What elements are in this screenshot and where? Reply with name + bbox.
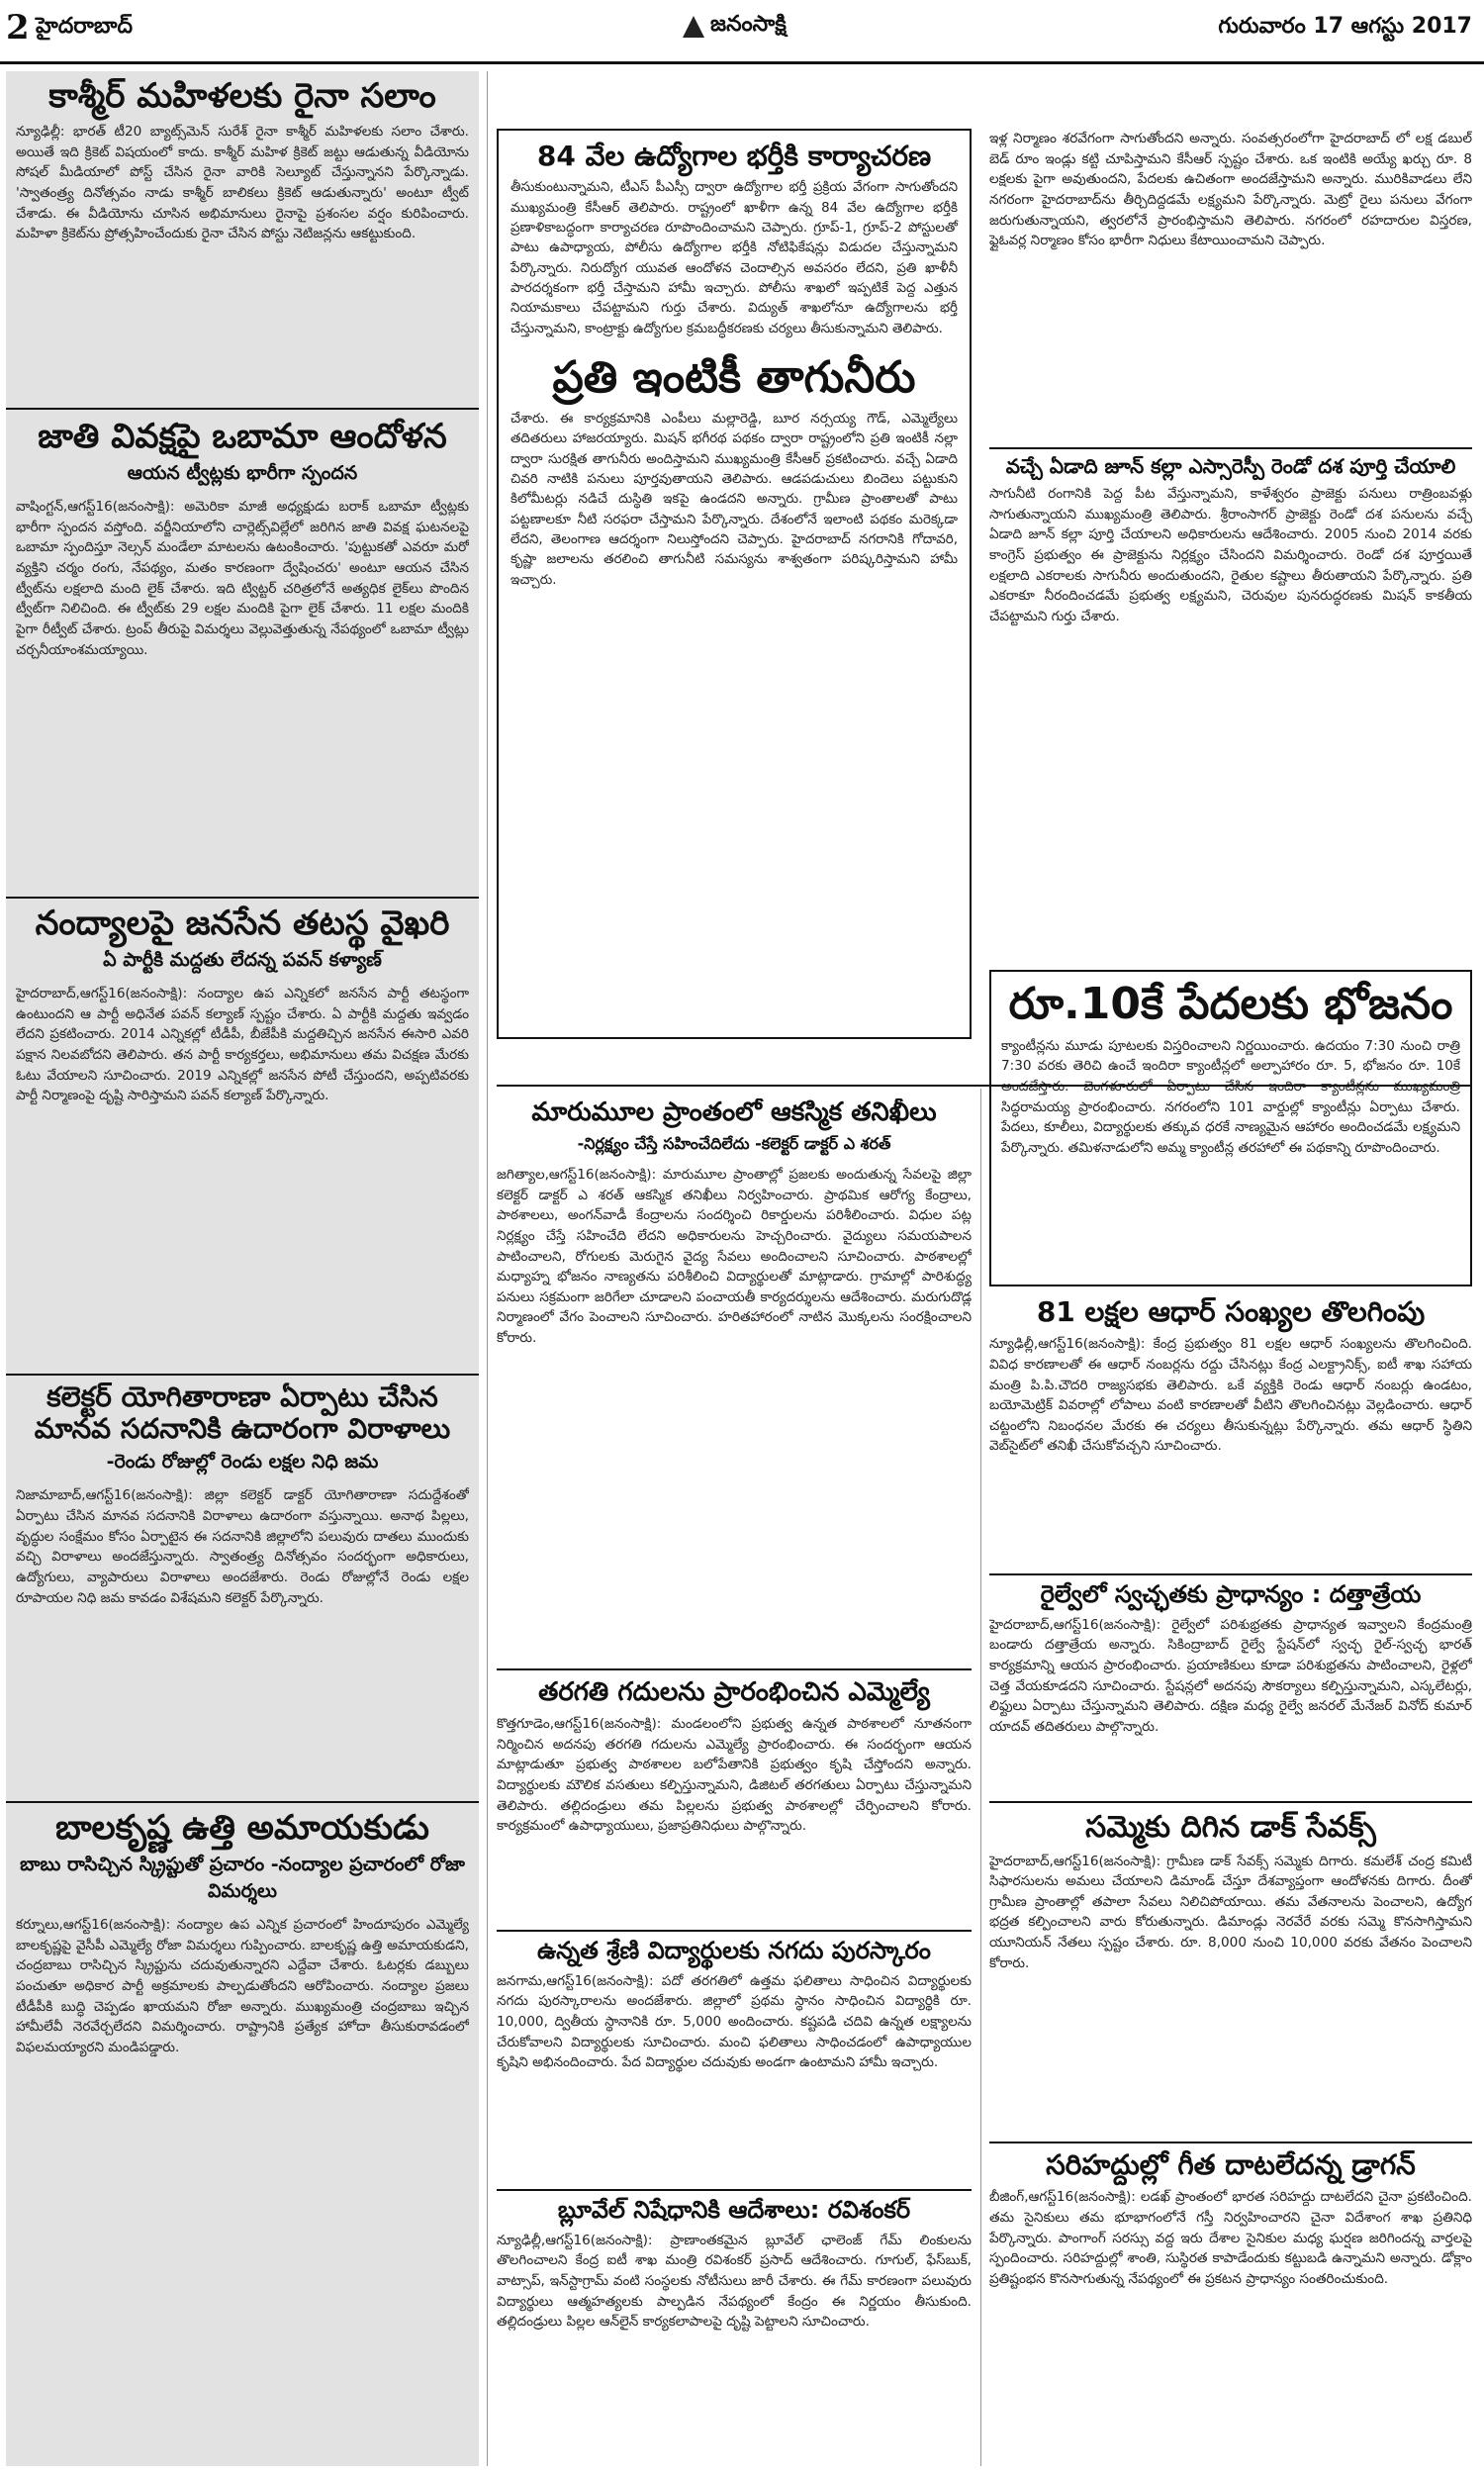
divider — [497, 1668, 972, 1670]
article-body: న్యూఢిల్లీ,ఆగస్ట్16(జనంసాక్షి): కేంద్ర ప్రభుత్వం 81 లక్షల ఆధార్ సంఖ్యలను తొలగించింది. వివిధ కారణాలతో ఈ ఆధార్ నంబర్లను రద్దు చేసినట్లు కేంద్ర ఎలక్ట్రానిక్స్, ఐటీ శాఖ సహాయ మంత్రి పి.పి.చౌదరి రాజ్యసభకు తెలిపారు. ఒకే వ్యక్తికి రెండు ఆధార్ నంబర్లు ఉండటం, బయోమెట్రిక్ వివరాల్లో లోపాలు వంటి కారణాలతో వీటిని తొలగించినట్లు వెల్లడించారు. ఆధార్ చట్టంలోని నిబంధనల మేరకు ఈ చర్యలు తీసుకున్నట్లు పేర్కొన్నారు. తమ ఆధార్ స్థితిని వెబ్‌సైట్‌లో తనిఖీ చేసుకోవచ్చని సూచించారు. — [989, 1336, 1472, 1455]
article-housing — [989, 129, 1472, 445]
logo-text: జనంసాక్షి — [710, 12, 787, 37]
article-students — [497, 1938, 972, 2185]
article-body: జగిత్యాల,ఆగస్ట్16(జనంసాక్షి): మారుమూల ప్రాంతాల్లో ప్రజలకు అందుతున్న సేవలపై జిల్లా కలెక్టర్ డాక్టర్ ఎ శరత్ ఆకస్మిక తనిఖీలు నిర్వహించారు. ప్రాథమిక ఆరోగ్య కేంద్రాలు, పాఠశాలలు, అంగన్‌వాడీ కేంద్రాలను సందర్శించి రికార్డులను పరిశీలించారు. విధుల పట్ల నిర్లక్ష్యం చేస్తే సహించేది లేదని అధికారులను హెచ్చరించారు. వైద్యులు సమయపాలన పాటించాలని, రోగులకు మెరుగైన వైద్య సేవలు అందించాలని సూచించారు. పాఠశాలల్లో మధ్యాహ్న భోజనం నాణ్యతను పరిశీలించి విద్యార్థులతో మాట్లాడారు. గ్రామాల్లో పారిశుద్ధ్య పనులు సక్రమంగా జరిగేలా చూడాలని పంచాయతీ కార్యదర్శులను ఆదేశించారు. మరుగుదొడ్ల నిర్మాణంలో వేగం పెంచాలని సూచించారు. హరితహారంలో నాటిన మొక్కలను సంరక్షించాలని కోరారు. — [497, 1166, 972, 1347]
article-body: న్యూఢిల్లీ: భారత్ టీ20 బ్యాట్స్‌మెన్ సురేశ్ రైనా కాశ్మీర్ మహిళలకు సలాం చేశారు. అయితే ఇది క్రికెట్ విషయంలో కాదు. కాశ్మీర్ మహిళ క్రికెట్ జట్టు ఆడుతున్న వీడియోను సోషల్ మీడియాలో పోస్ట్ చేసిన రైనా వారికి సెల్యూట్ చేస్తున్నానని పేర్కొన్నాడు. 'స్వాతంత్ర్య దినోత్సవం నాడు కాశ్మీర్ బాలికలు క్రికెట్ ఆడుతున్నారు' అంటూ ట్వీట్ చేశాడు. ఈ వీడియోను చూసిన అభిమానులు రైనాపై ప్రశంసల వర్షం కురిపించారు. మహిళా క్రికెట్‌ను ప్రోత్సహించేందుకు రైనా చేసిన పోస్టు నెటిజన్లను ఆకట్టుకుంది. — [16, 124, 469, 242]
divider — [989, 447, 1472, 449]
headline: 81 లక్షల ఆధార్ సంఖ్యల తొలగింపు — [1036, 1296, 1426, 1328]
article-kashmir — [16, 77, 469, 404]
issue-date: గురువారం 17 ఆగస్టు 2017 — [1218, 14, 1472, 39]
article-body: జనగామ,ఆగస్ట్16(జనంసాక్షి): పదో తరగతిలో ఉత్తమ ఫలితాలు సాధించిన విద్యార్థులకు నగదు పురస్కారాలను అందజేశారు. జిల్లాలో ప్రథమ స్థానం సాధించిన విద్యార్థికి రూ. 10,000, ద్వితీయ స్థానానికి రూ. 5,000 అందించారు. కష్టపడి చదివి ఉన్నత లక్ష్యాలను చేరుకోవాలని విద్యార్థులకు సూచించారు. మంచి ఫలితాలు సాధించడంలో ఉపాధ్యాయుల కృషిని అభినందించారు. పేద విద్యార్థుల చదువుకు అండగా ఉంటామని హామీ ఇచ్చారు. — [497, 1972, 972, 2071]
subheadline: -నిర్లక్ష్యం చేస్తే సహించేదిలేదు -కలెక్టర్ డాక్టర్ ఎ శరత్ — [577, 1133, 891, 1153]
headline: ప్రతి ఇంటికీ తాగునీరు — [552, 352, 916, 404]
headline: జాతి వివక్షపై ఒబామా ఆందోళన — [38, 418, 447, 456]
subheadline: ఏ పార్టీకి మద్దతు లేదన్న పవన్ కళ్యాణ్ — [103, 949, 382, 972]
headline: ఉన్నత శ్రేణి విద్యార్థులకు నగదు పురస్కారం — [537, 1938, 931, 1964]
article-jobs — [497, 129, 972, 1039]
article-body: చేశారు. ఈ కార్యక్రమానికి ఎంపీలు మల్లారెడ్డి, బూర నర్సయ్య గౌడ్, ఎమ్మెల్యేలు తదితరులు హాజరయ్యారు. మిషన్ భగీరథ పథకం ద్వారా రాష్ట్రంలోని ప్రతి ఇంటికీ నల్లా ద్వారా సురక్షిత తాగునీరు అందిస్తామని ముఖ్యమంత్రి కేసీఆర్ ప్రకటించారు. వచ్చే ఏడాది చివరి నాటికి పనులు పూర్తవుతాయని తెలిపారు. ఆడపడుచులు బిందెలు పట్టుకుని కిలోమీటర్లు నడిచే దుస్థితి ఇకపై ఉండదని అన్నారు. గ్రామీణ ప్రాంతాలతో పాటు పట్టణాలకూ నీటి సరఫరా చేస్తామని పేర్కొన్నారు. దేశంలోనే ఇలాంటి పథకం మరెక్కడా లేదని, తెలంగాణ ఆదర్శంగా నిలుస్తోందని చెప్పారు. హైదరాబాద్ నగరానికి గోదావరి, కృష్ణా జలాలను తరలించి తాగునీటి సమస్యను శాశ్వతంగా పరిష్కరిస్తామని హామీ ఇచ్చారు. — [510, 411, 958, 588]
divider — [6, 1801, 479, 1803]
subheadline: -రెండు రోజుల్లో రెండు లక్షల నిధి జమ — [106, 1451, 379, 1474]
headline: రైల్వేలో స్వచ్ఛతకు ప్రాధాన్యం : దత్తాత్రేయ — [1040, 1581, 1422, 1608]
article-collector-yogitharana — [16, 1381, 469, 1797]
column-rule — [487, 71, 488, 2466]
headline: సరిహద్దుల్లో గీత దాటలేదన్న డ్రాగన్ — [1046, 2149, 1416, 2181]
article-body: హైదరాబాద్,ఆగస్ట్16(జనంసాక్షి): రైల్వేలో పరిశుభ్రతకు ప్రాధాన్యత ఇవ్వాలని కేంద్రమంత్రి బండారు దత్తాత్రేయ అన్నారు. సికింద్రాబాద్ రైల్వే స్టేషన్‌లో స్వచ్ఛ రైల్-స్వచ్ఛ భారత్ కార్యక్రమాన్ని ఆయన ప్రారంభించారు. ప్రయాణికులు కూడా పరిశుభ్రతను పాటించాలని, రైళ్లలో చెత్త వేయకూడదని సూచించారు. స్టేషన్లలో అదనపు సౌకర్యాలు కల్పిస్తున్నామని, ఎస్కలేటర్లు, లిఫ్టులు ఏర్పాటు చేస్తున్నామని తెలిపారు. దక్షిణ మధ్య రైల్వే జనరల్ మేనేజర్ వినోద్ కుమార్ యాదవ్ తదితరులు పాల్గొన్నారు. — [989, 1616, 1472, 1735]
headline: బ్లూవేల్ నిషేధానికి ఆదేశాలు: రవిశంకర్ — [557, 2197, 911, 2224]
divider — [989, 2142, 1472, 2143]
edition-city: హైదరాబాద్ — [36, 14, 133, 39]
article-water — [510, 353, 958, 591]
article-obama — [16, 418, 469, 893]
divider — [6, 897, 479, 899]
divider — [989, 1801, 1472, 1803]
divider — [497, 1085, 1472, 1087]
divider — [6, 1374, 479, 1376]
article-body: బీజింగ్,ఆగస్ట్16(జనంసాక్షి): లడఖ్ ప్రాంతంలో భారత సరిహద్దు దాటలేదని చైనా ప్రకటించింది. తమ సైనికులు తమ భూభాగంలోనే గస్తీ నిర్వహించారని చైనా విదేశాంగ శాఖ ప్రతినిధి పేర్కొన్నారు. పాంగాంగ్ సరస్సు వద్ద ఇరు దేశాల సైనికుల మధ్య ఘర్షణ జరిగిందన్న వార్తలపై స్పందించారు. సరిహద్దుల్లో శాంతి, సుస్థిరత కాపాడేందుకు కట్టుబడి ఉన్నామని అన్నారు. డోక్లాం ప్రతిష్టంభన కొనసాగుతున్న నేపథ్యంలో ఈ ప్రకటన ప్రాధాన్యం సంతరించుకుంది. — [989, 2189, 1472, 2287]
newspaper-logo — [683, 12, 787, 42]
article-balakrishna — [16, 1809, 469, 2462]
article-bluewhale — [497, 2197, 972, 2464]
article-dragon — [989, 2149, 1472, 2466]
article-dak-sevaks — [989, 1811, 1472, 2138]
article-body: న్యూఢిల్లీ,ఆగస్ట్16(జనంసాక్షి): ప్రాణాంతకమైన బ్లూవేల్ ఛాలెంజ్ గేమ్ లింకులను తొలగించాలని కేంద్ర ఐటీ శాఖ మంత్రి రవిశంకర్ ప్రసాద్ ఆదేశించారు. గూగుల్, ఫేస్‌బుక్, వాట్సాప్, ఇన్‌స్టాగ్రామ్ వంటి సంస్థలకు నోటీసులు జారీ చేశారు. ఈ గేమ్ కారణంగా పలువురు విద్యార్థులు ఆత్మహత్యలకు పాల్పడిన నేపథ్యంలో కేంద్రం ఈ నిర్ణయం తీసుకుంది. తల్లిదండ్రులు పిల్లల ఆన్‌లైన్ కార్యకలాపాలపై దృష్టి పెట్టాలని సూచించారు. — [497, 2232, 972, 2331]
article-body: కర్నూలు,ఆగస్ట్16(జనంసాక్షి): నంద్యాల ఉప ఎన్నిక ప్రచారంలో హిందూపురం ఎమ్మెల్యే బాలకృష్ణపై వైసీపీ ఎమ్మెల్యే రోజా విమర్శలు గుప్పించారు. బాలకృష్ణ ఉత్తి అమాయకుడని, చంద్రబాబు రాసిచ్చిన స్క్రిప్టును చదువుతున్నారని ఎద్దేవా చేశారు. ఓటర్లకు డబ్బులు పంచుతూ అధికార పార్టీ అక్రమాలకు పాల్పడుతోందని ఆరోపించారు. నంద్యాల ప్రజలు టీడీపీకి బుద్ధి చెప్పడం ఖాయమని రోజా అన్నారు. ముఖ్యమంత్రి చంద్రబాబు ఇచ్చిన హామీలేవీ నెరవేర్చలేదని విమర్శించారు. రాష్ట్రానికి ప్రత్యేక హోదా తీసుకురావడంలో విఫలమయ్యారని మండిపడ్డారు. — [16, 1917, 469, 2056]
article-marumula — [497, 1098, 972, 1663]
subheadline: బాబు రాసిచ్చిన స్క్రిప్టుతో ప్రచారం -నంద్యాల ప్రచారంలో రోజా విమర్శలు — [20, 1854, 465, 1903]
divider — [497, 1930, 972, 1932]
headline: రూ.10కే పేదలకు భోజనం — [1008, 979, 1453, 1029]
divider — [989, 1573, 1472, 1575]
article-body: హైదరాబాద్,ఆగస్ట్16(జనంసాక్షి): గ్రామీణ డాక్ సేవక్స్ సమ్మెకు దిగారు. కమలేశ్ చంద్ర కమిటీ సిఫారసులను అమలు చేయాలని డిమాండ్ చేస్తూ దేశవ్యాప్తంగా ఆందోళనకు దిగారు. దీంతో గ్రామీణ ప్రాంతాల్లో తపాలా సేవలు నిలిచిపోయాయి. తమ వేతనాలను పెంచాలని, ఉద్యోగ భద్రత కల్పించాలని వారు కోరుతున్నారు. డిమాండ్లు నెరవేరే వరకు సమ్మె కొనసాగిస్తామని యూనియన్ నేతలు స్పష్టం చేశారు. రూ. 8,000 నుంచి 10,000 వరకు వేతనం పెంచాలని కోరారు. — [989, 1853, 1472, 1971]
article-body: కొత్తగూడెం,ఆగస్ట్16(జనంసాక్షి): మండలంలోని ప్రభుత్వ ఉన్నత పాఠశాలలో నూతనంగా నిర్మించిన అదనపు తరగతి గదులను ఎమ్మెల్యే ప్రారంభించారు. ఈ సందర్భంగా ఆయన మాట్లాడుతూ ప్రభుత్వ పాఠశాలల బలోపేతానికి ప్రభుత్వం కృషి చేస్తోందని అన్నారు. విద్యార్థులకు మౌలిక వసతులు కల్పిస్తున్నామని, డిజిటల్ తరగతులు ఏర్పాటు చేస్తున్నామని తెలిపారు. తల్లిదండ్రులు తమ పిల్లలను ప్రభుత్వ పాఠశాలల్లో చేర్పించాలని కోరారు. కార్యక్రమంలో ఉపాధ్యాయులు, ప్రజాప్రతినిధులు పాల్గొన్నారు. — [497, 1715, 972, 1835]
divider — [6, 408, 479, 410]
subheadline: ఆయన ట్వీట్లకు భారీగా స్పందన — [127, 462, 358, 485]
headline: మారుమూల ప్రాంతంలో ఆకస్మిక తనిఖీలు — [531, 1098, 937, 1127]
article-body: ఇళ్ల నిర్మాణం శరవేగంగా సాగుతోందని అన్నారు. సంవత్సరంలోగా హైదరాబాద్ లో లక్ష డబుల్ బెడ్ రూం ఇండ్లు కట్టి చూపిస్తామని కేసీఆర్ స్పష్టం చేశారు. ఒక ఇంటికి అయ్యే ఖర్చు రూ. 8 లక్షలకు పైగా అవుతుందని, పేదలకు ఉచితంగా అందజేస్తామని అన్నారు. మురికివాడలు లేని నగరంగా హైదరాబాద్‌ను తీర్చిదిద్దడమే లక్ష్యమని పేర్కొన్నారు. మెట్రో రైలు పనులు వేగంగా జరుగుతున్నాయని, త్వరలోనే ప్రారంభిస్తామని తెలిపారు. నగరంలో రహదారుల విస్తరణ, ఫ్లైఓవర్ల నిర్మాణం కోసం భారీగా నిధులు కేటాయించామని చెప్పారు. — [989, 131, 1472, 249]
headline: కలెక్టర్ యోగితారాణా ఏర్పాటు చేసిన మానవ సదనానికి ఉదారంగా విరాళాలు — [34, 1381, 451, 1446]
article-sriramsagar — [989, 455, 1472, 970]
article-meals — [989, 970, 1472, 1286]
column-rule — [980, 1089, 981, 2466]
left-column — [6, 71, 479, 2466]
divider — [497, 2189, 972, 2191]
headline: తరగతి గదులను ప్రారంభించిన ఎమ్మెల్యే — [538, 1678, 930, 1707]
masthead — [0, 0, 1484, 64]
headline: బాలకృష్ణ ఉత్తి అమాయకుడు — [55, 1809, 429, 1848]
article-body: వాషింగ్టన్,ఆగస్ట్16(జనంసాక్షి): అమెరికా మాజీ అధ్యక్షుడు బరాక్ ఒబామా ట్వీట్లకు భారీగా స్పందన వస్తోంది. వర్జీనియాలోని చార్లెట్స్‌విల్లేలో జరిగిన జాతి వివక్ష ఘటనలపై ఒబామా స్పందిస్తూ నెల్సన్ మండేలా మాటలను ఉటంకించారు. 'పుట్టుకతో ఎవరూ మరో వ్యక్తిని చర్మం రంగు, నేపథ్యం, మతం కారణంగా ద్వేషించరు' అంటూ ఆయన చేసిన ట్వీట్‌ను లక్షలాది మంది లైక్ చేశారు. ఇది ట్విట్టర్ చరిత్రలోనే అత్యధిక లైక్‌లు పొందిన ట్వీట్‌గా నిలిచింది. ఈ ట్వీట్‌కు 29 లక్షల మందికి పైగా లైక్ చేశారు. 11 లక్షల మందికి పైగా రీట్వీట్ చేశారు. ట్రంప్ తీరుపై విమర్శలు వెల్లువెత్తుతున్న నేపథ్యంలో ఒబామా ట్వీట్లు చర్చనీయాంశమయ్యాయి. — [16, 499, 469, 658]
page-number: 2 — [6, 8, 30, 48]
article-body: నిజామాబాద్,ఆగస్ట్16(జనంసాక్షి): జిల్లా కలెక్టర్ డాక్టర్ యోగితారాణా సదుద్దేశంతో ఏర్పాటు చేసిన మానవ సదనానికి విరాళాలు ఉదారంగా వస్తున్నాయి. అనాథ పిల్లలు, వృద్ధుల సంక్షేమం కోసం ఏర్పాటైన ఈ సదనానికి జిల్లాలోని పలువురు దాతలు ముందుకు వచ్చి విరాళాలు అందజేస్తున్నారు. స్వాతంత్ర్య దినోత్సవం సందర్భంగా అధికారులు, ఉద్యోగులు, వ్యాపారులు విరాళాలు అందజేశారు. రెండు రోజుల్లోనే రెండు లక్షల రూపాయల నిధి జమ కావడం విశేషమని కలెక్టర్ పేర్కొన్నారు. — [16, 1487, 469, 1606]
headline: 84 వేల ఉద్యోగాల భర్తీకి కార్యాచరణ — [536, 140, 932, 172]
article-pawan — [16, 904, 469, 1370]
article-body: హైదరాబాద్,ఆగస్ట్16(జనంసాక్షి): నంద్యాల ఉప ఎన్నికలో జనసేన పార్టీ తటస్థంగా ఉంటుందని ఆ పార్టీ అధినేత పవన్ కల్యాణ్ స్పష్టం చేశారు. ఏ పార్టీకి మద్దతు ఇవ్వడం లేదని ప్రకటించారు. 2014 ఎన్నికల్లో టీడీపీ, బీజేపీకి మద్దతిచ్చిన జనసేన ఈసారి ఎవరి పక్షాన నిలవబోదని తెలిపారు. తన పార్టీ కార్యకర్తలు, అభిమానులు తమ విచక్షణ మేరకు ఓటు వేయాలని సూచించారు. 2019 ఎన్నికల్లో జనసేన పోటీ చేస్తుందని, అప్పటివరకు పార్టీ నిర్మాణంపై దృష్టి సారిస్తామని పవన్ కల్యాణ్ పేర్కొన్నారు. — [16, 986, 469, 1104]
article-classrooms — [497, 1678, 972, 1926]
headline: కాశ్మీర్ మహిళలకు రైనా సలాం — [48, 77, 436, 116]
headline: సమ్మెకు దిగిన డాక్ సేవక్స్ — [1085, 1811, 1376, 1845]
article-body: క్యాంటీన్లను మూడు పూటలకు విస్తరించాలని నిర్ణయించారు. ఉదయం 7:30 నుంచి రాత్రి 7:30 వరకు తెరిచి ఉంచే ఇందిరా క్యాంటీన్లలో అల్పాహారం రూ. 5, భోజనం రూ. 10కే సిద్ధరామయ్య ప్రారంభించారు. నగరంలోని 101 వార్డుల్లో క్యాంటీన్లు ఏర్పాటు చేశారు. పేదలు, కూలీలు, విద్యార్థులకు తక్కువ ధరకే నాణ్యమైన ఆహారం అందించడమే లక్ష్యమని పేర్కొన్నారు. తమిళనాడులోని అమ్మ క్యాంటీన్ల తరహాలో ఈ పథకాన్ని రూపొందించారు. — [1001, 1037, 1460, 1156]
article-body: సాగునీటి రంగానికి పెద్ద పీట వేస్తున్నామని, కాళేశ్వరం ప్రాజెక్టు పనులు రాత్రింబవళ్లు సాగుతున్నాయని ముఖ్యమంత్రి తెలిపారు. శ్రీరాంసాగర్ ప్రాజెక్టు రెండో దశ పనులను వచ్చే ఏడాది జూన్ కల్లా పూర్తి చేయాలని అధికారులను ఆదేశించారు. 2005 నుంచి 2014 వరకు కాంగ్రెస్ ప్రభుత్వం ఈ ప్రాజెక్టును నిర్లక్ష్యం చేసిందని విమర్శించారు. రెండో దశ పూర్తయితే లక్షలాది ఎకరాలకు సాగునీరు అందుతుందని, రైతుల కష్టాలు తీరుతాయని పేర్కొన్నారు. ప్రతి ఎకరాకూ నీరందించడమే ప్రభుత్వ లక్ష్యమని, చెరువుల పునరుద్ధరణకు మిషన్ కాకతీయ చేపట్టామని గుర్తు చేశారు. — [989, 486, 1472, 624]
headline: నంద్యాలపై జనసేన తటస్థ వైఖరి — [35, 904, 450, 943]
headline: వచ్చే ఏడాది జూన్ కల్లా ఎస్సారెస్పీ రెండో దశ పూర్తి చేయాలి — [1005, 455, 1456, 478]
logo-icon — [683, 16, 704, 38]
article-body: తీసుకుంటున్నామని, టీఎస్ పీఎస్సీ ద్వారా ఉద్యోగాల భర్తీ ప్రక్రియ వేగంగా సాగుతోందని ముఖ్యమంత్రి కేసీఆర్ తెలిపారు. రాష్ట్రంలో ఖాళీగా ఉన్న 84 వేల ఉద్యోగాల భర్తీకి ప్రణాళికాబద్ధంగా కార్యాచరణ రూపొందించామని చెప్పారు. గ్రూప్-1, గ్రూప్-2 పోస్టులతో పాటు ఉపాధ్యాయ, పోలీసు ఉద్యోగాల భర్తీకి నోటిఫికేషన్లు విడుదల చేస్తున్నామని పేర్కొన్నారు. నిరుద్యోగ యువత ఆందోళన చెందాల్సిన అవసరం లేదని, ప్రతి ఖాళీనీ పారదర్శకంగా భర్తీ చేస్తామని హామీ ఇచ్చారు. పోలీసు శాఖలో ఇప్పటికే పెద్ద ఎత్తున నియామకాలు చేపట్టామని గుర్తు చేశారు. విద్యుత్ శాఖలోనూ ఉద్యోగాలను భర్తీ చేస్తున్నామని, కాంట్రాక్టు ఉద్యోగుల క్రమబద్ధీకరణకు చర్యలు తీసుకున్నామని తెలిపారు. — [510, 180, 958, 336]
